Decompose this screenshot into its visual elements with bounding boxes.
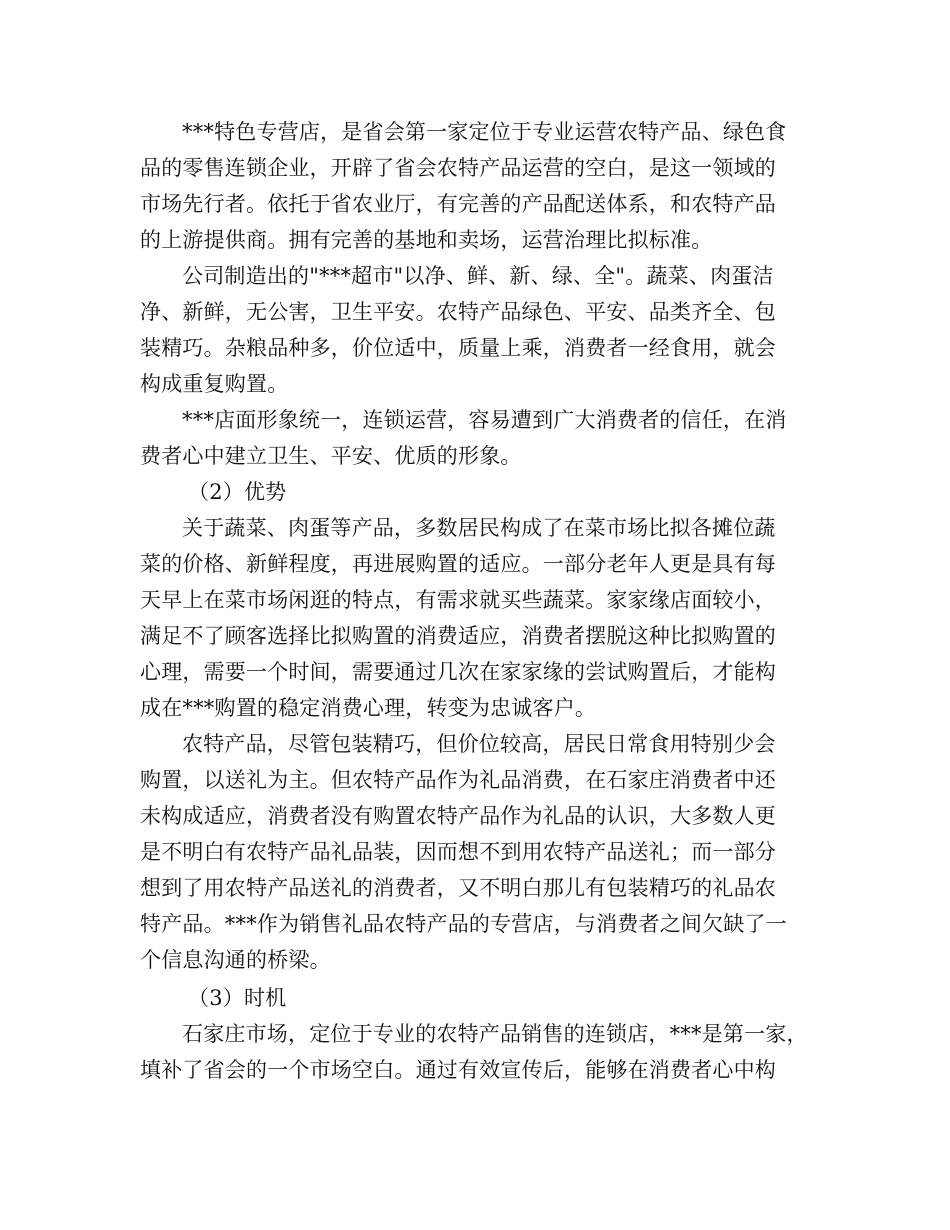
paragraph-2-line-1: 公司制造出的"***超市"以净、鲜、新、绿、全"。蔬菜、肉蛋洁 bbox=[182, 264, 774, 288]
paragraph-6-line-1: 石家庄市场，定位于专业的农特产品销售的连锁店，***是第一家， bbox=[182, 1022, 808, 1046]
paragraph-1-line-1: ***特色专营店，是省会第一家定位于专业运营农特产品、绿色食 bbox=[182, 120, 787, 144]
paragraph-1-line-4: 的上游提供商。拥有完善的基地和卖场，运营治理比拟标准。 bbox=[140, 228, 713, 252]
paragraph-5-line-1: 农特产品，尽管包装精巧，但价位较高，居民日常食用特别少会 bbox=[182, 732, 776, 756]
paragraph-4-line-3: 天早上在菜市场闲逛的特点，有需求就买些蔬菜。家家缘店面较小， bbox=[140, 588, 776, 612]
paragraph-2-line-4: 构成重复购置。 bbox=[140, 372, 289, 396]
section-heading-advantage: （2）优势 bbox=[188, 480, 287, 504]
paragraph-5-line-7: 个信息沟通的桥梁。 bbox=[140, 948, 331, 972]
paragraph-3-line-1: ***店面形象统一，连锁运营，容易遭到广大消费者的信任，在消 bbox=[182, 408, 787, 432]
paragraph-4-line-1: 关于蔬菜、肉蛋等产品，多数居民构成了在菜市场比拟各摊位蔬 bbox=[182, 516, 776, 540]
paragraph-4-line-6: 成在***购置的稳定消费心理，转变为忠诚客户。 bbox=[140, 696, 597, 720]
paragraph-5-line-6: 特产品。***作为销售礼品农特产品的专营店，与消费者之间欠缺了一 bbox=[140, 912, 787, 936]
paragraph-4-line-5: 心理，需要一个时间，需要通过几次在家家缘的尝试购置后，才能构 bbox=[140, 660, 776, 684]
paragraph-5-line-3: 未构成适应，消费者没有购置农特产品作为礼品的认识，大多数人更 bbox=[140, 804, 776, 828]
paragraph-2-line-2: 净、新鲜，无公害，卫生平安。农特产品绿色、平安、品类齐全、包 bbox=[140, 300, 776, 324]
paragraph-5-line-2: 购置，以送礼为主。但农特产品作为礼品消费，在石家庄消费者中还 bbox=[140, 768, 776, 792]
paragraph-3-line-2: 费者心中建立卫生、平安、优质的形象。 bbox=[140, 444, 522, 468]
paragraph-6-line-2: 填补了省会的一个市场空白。通过有效宣传后，能够在消费者心中构 bbox=[140, 1058, 776, 1082]
paragraph-5-line-4: 是不明白有农特产品礼品装，因而想不到用农特产品送礼；而一部分 bbox=[140, 840, 776, 864]
section-heading-opportunity: （3）时机 bbox=[188, 986, 287, 1010]
paragraph-1-line-2: 品的零售连锁企业，开辟了省会农特产品运营的空白，是这一领域的 bbox=[140, 156, 776, 180]
paragraph-4-line-2: 菜的价格、新鲜程度，再进展购置的适应。一部分老年人更是具有每 bbox=[140, 552, 776, 576]
paragraph-4-line-4: 满足不了顾客选择比拟购置的消费适应，消费者摆脱这种比拟购置的 bbox=[140, 624, 776, 648]
paragraph-5-line-5: 想到了用农特产品送礼的消费者，又不明白那儿有包装精巧的礼品农 bbox=[140, 876, 776, 900]
paragraph-2-line-3: 装精巧。杂粮品种多，价位适中，质量上乘，消费者一经食用，就会 bbox=[140, 336, 776, 360]
paragraph-1-line-3: 市场先行者。依托于省农业厅，有完善的产品配送体系，和农特产品 bbox=[140, 192, 776, 216]
